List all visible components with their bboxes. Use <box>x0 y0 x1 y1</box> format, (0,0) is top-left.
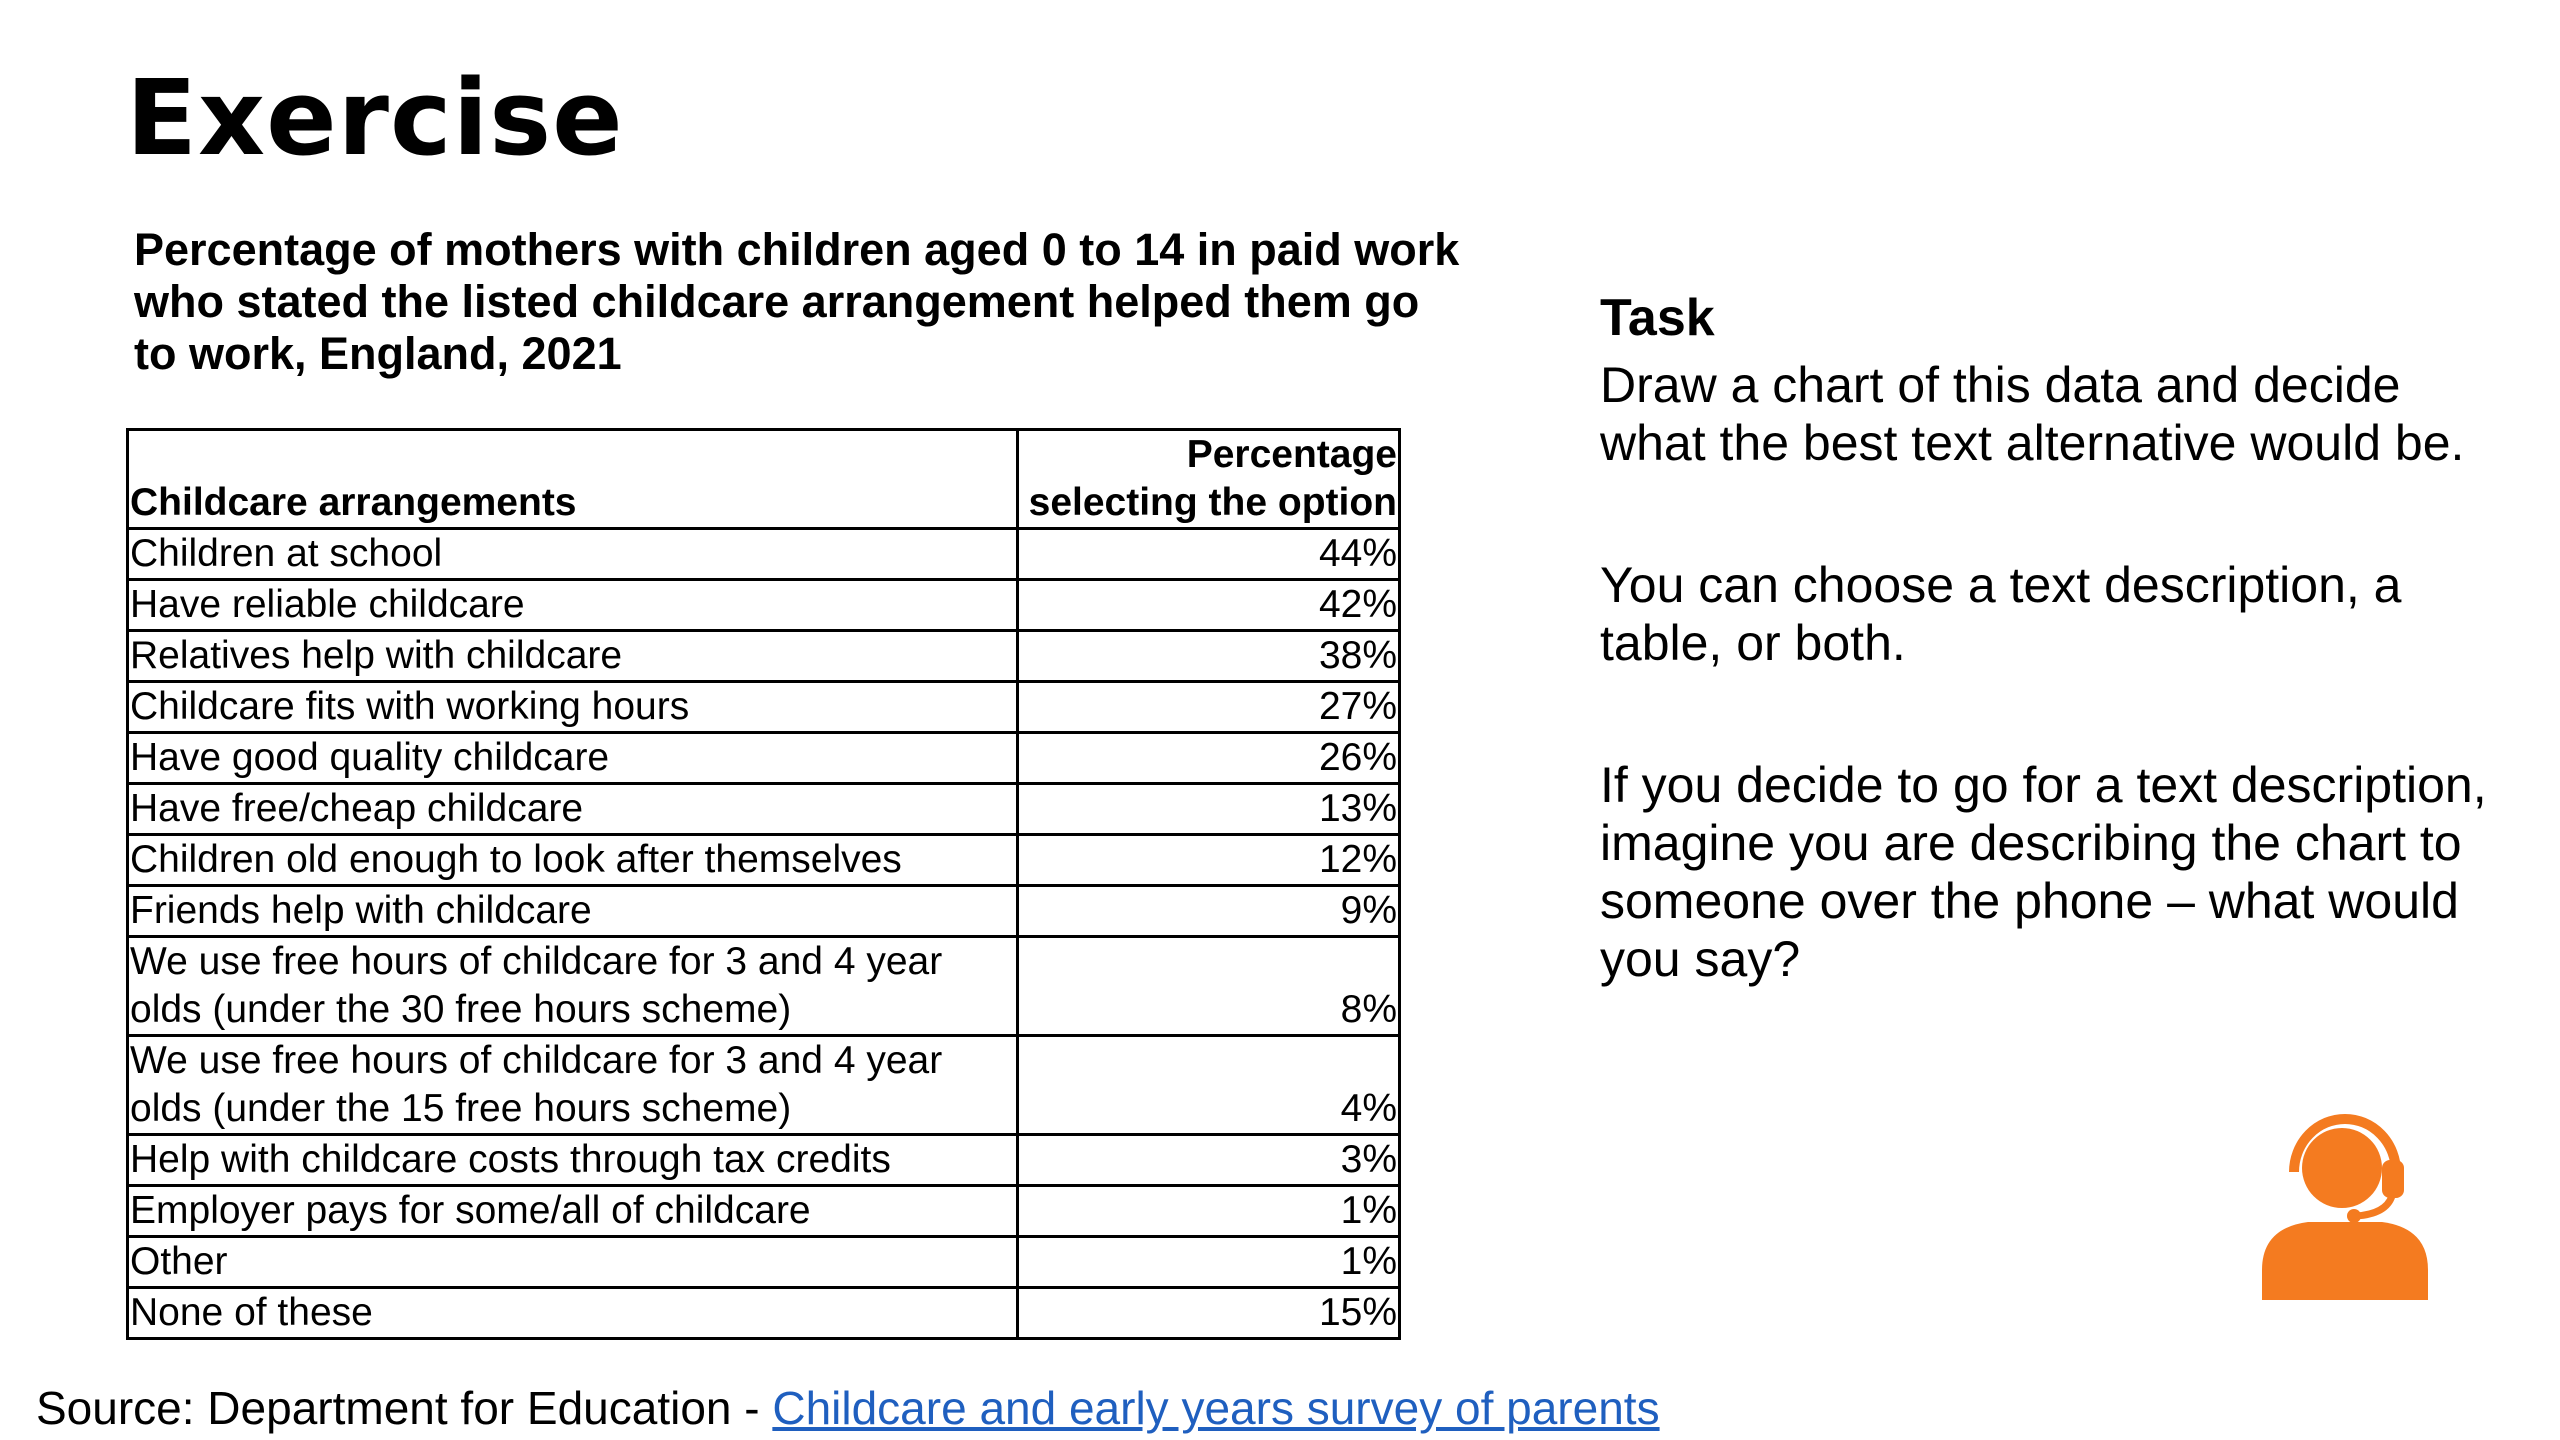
percentage-cell: 4% <box>1018 1036 1400 1135</box>
table-row <box>128 835 1400 886</box>
arrangement-cell: Help with childcare costs through tax credits <box>128 1135 1018 1186</box>
source-line <box>36 1380 1660 1436</box>
percentage-column-header <box>1018 430 1400 529</box>
percentage-cell: 38% <box>1018 631 1400 682</box>
percentage-cell: 13% <box>1018 784 1400 835</box>
arrangement-column-header: Childcare arrangements <box>128 430 1018 529</box>
table-row <box>128 529 1400 580</box>
table-row <box>128 631 1400 682</box>
table-row <box>128 1288 1400 1339</box>
headset-person-icon <box>2260 1110 2430 1300</box>
source-prefix: Source: Department for Education - <box>36 1382 773 1434</box>
task-paragraph-2: You can choose a text description, a table, or both. <box>1600 557 2402 671</box>
arrangement-cell: Relatives help with childcare <box>128 631 1018 682</box>
percentage-cell: 27% <box>1018 682 1400 733</box>
task-heading: Task <box>1600 289 1715 347</box>
arrangement-cell: Have free/cheap childcare <box>128 784 1018 835</box>
arrangement-cell: None of these <box>128 1288 1018 1339</box>
arrangement-cell: We use free hours of childcare for 3 and 4 year olds (under the 30 free hours scheme) <box>128 937 1018 1036</box>
table-row <box>128 1135 1400 1186</box>
percentage-cell: 26% <box>1018 733 1400 784</box>
percentage-header-line-1: Percentage <box>1186 433 1397 476</box>
percentage-cell: 15% <box>1018 1288 1400 1339</box>
arrangement-cell: Children at school <box>128 529 1018 580</box>
table-row <box>128 733 1400 784</box>
arrangement-cell: Employer pays for some/all of childcare <box>128 1186 1018 1237</box>
percentage-cell: 9% <box>1018 886 1400 937</box>
childcare-table <box>126 428 1401 1340</box>
percentage-cell: 12% <box>1018 835 1400 886</box>
arrangement-cell: Friends help with childcare <box>128 886 1018 937</box>
arrangement-cell: We use free hours of childcare for 3 and 4 year olds (under the 15 free hours scheme) <box>128 1036 1018 1135</box>
table-row <box>128 937 1400 1036</box>
table-body <box>128 529 1400 1339</box>
table-row <box>128 1186 1400 1237</box>
task-paragraph-1: Draw a chart of this data and decide what the best text alternative would be. <box>1600 357 2465 471</box>
table-row <box>128 580 1400 631</box>
percentage-header-line-2: selecting the option <box>1028 481 1397 524</box>
arrangement-cell: Have reliable childcare <box>128 580 1018 631</box>
table-row <box>128 682 1400 733</box>
table-row <box>128 886 1400 937</box>
percentage-cell: 1% <box>1018 1186 1400 1237</box>
table-row <box>128 1237 1400 1288</box>
arrangement-cell: Other <box>128 1237 1018 1288</box>
task-panel <box>1600 288 2500 1072</box>
arrangement-cell: Children old enough to look after themselves <box>128 835 1018 886</box>
table-caption: Percentage of mothers with children aged 0 to 14 in paid work who stated the listed childcare arrangement helped them go to work, England, 2021 <box>134 224 1460 379</box>
percentage-cell: 42% <box>1018 580 1400 631</box>
percentage-cell: 44% <box>1018 529 1400 580</box>
page-title: Exercise <box>126 57 624 179</box>
table-row <box>128 784 1400 835</box>
percentage-cell: 8% <box>1018 937 1400 1036</box>
source-link[interactable]: Childcare and early years survey of parents <box>772 1382 1660 1434</box>
arrangement-cell: Childcare fits with working hours <box>128 682 1018 733</box>
task-paragraph-3: If you decide to go for a text description, imagine you are describing the chart to someone over the phone – what would you say? <box>1600 757 2487 987</box>
table-row <box>128 1036 1400 1135</box>
percentage-cell: 1% <box>1018 1237 1400 1288</box>
table-header-row <box>128 430 1400 529</box>
percentage-cell: 3% <box>1018 1135 1400 1186</box>
arrangement-cell: Have good quality childcare <box>128 733 1018 784</box>
